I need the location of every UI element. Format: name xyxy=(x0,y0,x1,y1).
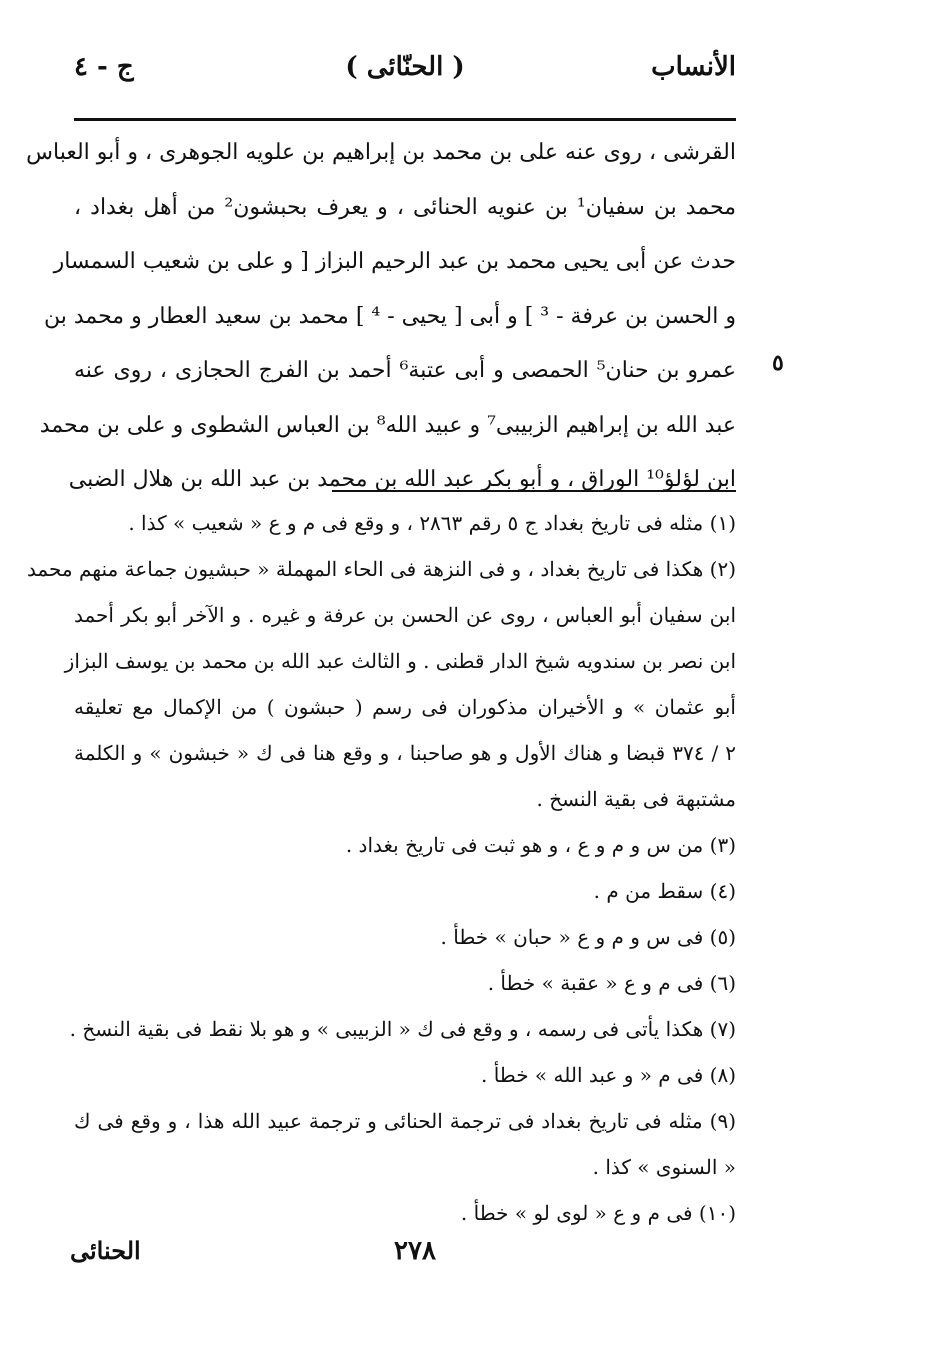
page-header xyxy=(74,52,736,100)
footnote-rule xyxy=(332,490,736,492)
main-line: حدث عن أبى يحيى محمد بن عبد الرحيم البزاز [ و على بن شعيب السمسار xyxy=(53,249,736,274)
entry-title: ( الحنّائى ) xyxy=(345,52,465,82)
book-title: الأنساب xyxy=(651,52,736,82)
footnote-line: (٥) فى س و م و ع « حبان » خطأ . xyxy=(440,925,736,949)
footnote-line: « السنوى » كذا . xyxy=(592,1155,736,1179)
footnote-line: ابن نصر بن سندويه شيخ الدار قطنى . و الثالث عبد الله بن محمد بن يوسف البزاز xyxy=(64,649,736,673)
main-line: محمد بن سفيان¹ بن عنويه الحنائى ، و يعرف بحبشون² من أهل بغداد ، xyxy=(74,194,736,220)
footnote-line: (٩) مثله فى تاريخ بغداد فى ترجمة الحنائى و ترجمة عبيد الله هذا ، و وقع فى ك xyxy=(74,1109,736,1133)
footnote-line: ابن سفيان أبو العباس ، روى عن الحسن بن عرفة و غيره . و الآخر أبو بكر أحمد xyxy=(74,603,736,627)
footnote-line: (٧) هكذا يأتى فى رسمه ، و وقع فى ك « الزبيبى » و هو بلا نقط فى بقية النسخ . xyxy=(69,1017,736,1041)
footnote-line: (٣) من س و م و ع ، و هو ثبت فى تاريخ بغداد . xyxy=(345,833,736,857)
footnotes xyxy=(26,500,737,1236)
line-marker: ٥ xyxy=(772,350,784,376)
footnote-line: (١) مثله فى تاريخ بغداد ج ٥ رقم ٢٨٦٣ ، و وقع فى م و ع « شعيب » كذا . xyxy=(128,511,736,535)
header-rule xyxy=(74,118,736,121)
footnote-line: (٤) سقط من م . xyxy=(593,879,736,903)
footnote-line: ٢ / ٣٧٤ قبضا و هناك الأول و هو صاحبنا ، و وقع هنا فى ك « خبشون » و الكلمة xyxy=(74,741,737,765)
footnote-line: (٢) هكذا فى تاريخ بغداد ، و فى النزهة فى الحاء المهملة « حبشيون جماعة منهم محمد xyxy=(26,557,736,581)
main-line: القرشى ، روى عنه على بن محمد بن إبراهيم بن علويه الجوهرى ، و أبو العباس xyxy=(26,140,736,165)
footnote-line: أبو عثمان » و الأخيران مذكوران فى رسم ( حبشون ) من الإكمال مع تعليقه xyxy=(74,695,736,719)
footnote-line: (٦) فى م و ع « عقبة » خطأ . xyxy=(487,971,736,995)
main-line: و الحسن بن عرفة - ³ ] و أبى [ يحيى - ⁴ ] محمد بن سعيد العطار و محمد بن xyxy=(43,303,736,329)
page-number: ٢٧٨ xyxy=(394,1236,436,1266)
main-line: عمرو بن حنان⁵ الحمصى و أبى عتبة⁶ أحمد بن الفرج الحجازى ، روى عنه xyxy=(74,358,736,383)
main-line: ابن لؤلؤ¹⁰ الوراق ، و أبو بكر عبد الله بن محمد بن عبد الله بن هلال الضبى xyxy=(68,467,736,492)
volume-label: ج - ٤ xyxy=(74,52,134,82)
footnote-line: (٨) فى م « و عبد الله » خطأ . xyxy=(480,1063,736,1087)
main-text xyxy=(26,126,736,508)
footnote-line: (١٠) فى م و ع « لوى لو » خطأ . xyxy=(460,1201,736,1225)
catchword: الحنائى xyxy=(70,1236,141,1265)
main-line: عبد الله بن إبراهيم الزبيبى⁷ و عبيد الله⁸ بن العباس الشطوى و على بن محمد xyxy=(39,412,736,438)
footnote-line: مشتبهة فى بقية النسخ . xyxy=(536,787,736,811)
